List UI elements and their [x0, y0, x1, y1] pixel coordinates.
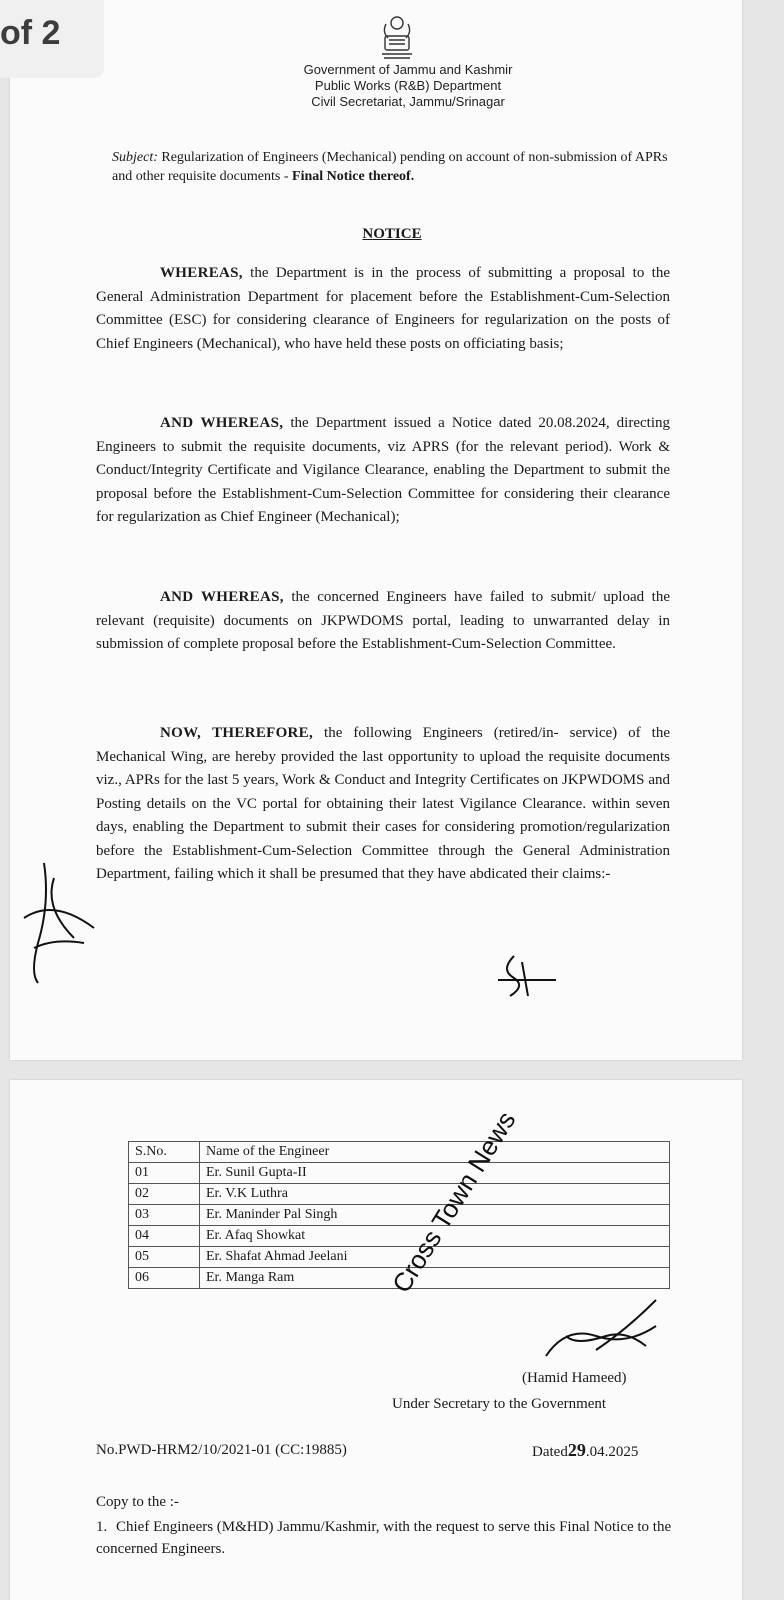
- table-cell-name: Er. Sunil Gupta-II: [200, 1163, 670, 1184]
- paragraph-lead: AND WHEREAS,: [160, 415, 284, 431]
- table-row: [129, 1184, 670, 1205]
- copy-item-text: Chief Engineers (M&HD) Jammu/Kashmir, with the request to serve this Final Notice to the concerned Engineers.: [96, 1519, 672, 1557]
- paragraph-and-whereas-1: [96, 412, 670, 530]
- table-header-row: [129, 1142, 670, 1163]
- header-line-2: Public Works (R&B) Department: [314, 78, 502, 93]
- table-header-name: Name of the Engineer: [200, 1142, 670, 1163]
- table-row: [129, 1205, 670, 1226]
- table-cell-sno: 03: [129, 1205, 200, 1226]
- copy-item-number: 1.: [96, 1519, 108, 1535]
- signatory-signature-icon: [536, 1296, 666, 1376]
- watermark-text: Cross Town News: [386, 1105, 522, 1298]
- paragraph-text: the Department is in the process of submitting a proposal to the General Administration Department for placement before the Establishment-Cum-Selection Committee (ESC) for considering clearance of Engineers for regularization on the posts of Chief Engineers (Mechanical), who have held these posts on officiating basis;: [96, 265, 670, 352]
- paragraph-and-whereas-2: [96, 586, 670, 657]
- header-line-1: Government of Jammu and Kashmir: [303, 62, 513, 77]
- paragraph-now-therefore: [96, 722, 670, 887]
- reference-date: [532, 1440, 638, 1461]
- date-rest: .04.2025: [585, 1444, 639, 1460]
- table-header-sno: S.No.: [129, 1142, 200, 1163]
- table-cell-sno: 01: [129, 1163, 200, 1184]
- table-cell-sno: 04: [129, 1226, 200, 1247]
- table-cell-name: Er. Maninder Pal Singh: [200, 1205, 670, 1226]
- page-indicator-badge: [0, 0, 104, 78]
- paragraph-lead: WHEREAS,: [160, 265, 243, 281]
- subject-block: [112, 148, 682, 186]
- table-cell-name: Er. Manga Ram: [200, 1268, 670, 1289]
- paragraph-lead: AND WHEREAS,: [160, 589, 284, 605]
- date-label: Dated: [532, 1444, 568, 1460]
- subject-emphasis: Final Notice thereof.: [292, 169, 415, 184]
- header-line-3: Civil Secretariat, Jammu/Srinagar: [311, 94, 505, 109]
- paragraph-text: the Department issued a Notice dated 20.08.2024, directing Engineers to submit the requisite documents, viz APRS (for the relevant period). Work & Conduct/Integrity Certificate and Vigilance Clearance, enabling the Department to submit the proposal before the Establishment-Cum-Selection Committee for considering their clearance for regularization as Chief Engineer (Mechanical);: [96, 415, 670, 525]
- table-cell-name: Er. Shafat Ahmad Jeelani: [200, 1247, 670, 1268]
- table-cell-sno: 02: [129, 1184, 200, 1205]
- table-row: [129, 1226, 670, 1247]
- table-row: [129, 1163, 670, 1184]
- page-indicator: of 2: [0, 14, 61, 52]
- table-cell-name: Er. V.K Luthra: [200, 1184, 670, 1205]
- copy-to-item: [96, 1516, 686, 1560]
- subject-text: Regularization of Engineers (Mechanical) pending on account of non-submission of APRs and other requisite documents -: [112, 150, 668, 184]
- paragraph-whereas: [96, 262, 670, 356]
- table-cell-sno: 06: [129, 1268, 200, 1289]
- paragraph-text: the concerned Engineers have failed to submit/ upload the relevant (requisite) documents on JKPWDOMS portal, leading to unwarranted delay in submission of complete proposal before the Establishment-Cum-Selection Committee.: [96, 589, 671, 652]
- paragraph-lead: NOW, THEREFORE,: [160, 725, 314, 741]
- table-cell-sno: 05: [129, 1247, 200, 1268]
- margin-signature-icon: [14, 858, 104, 988]
- initial-signature-icon: [492, 952, 562, 1002]
- notice-title: NOTICE: [362, 226, 422, 242]
- signatory-designation: Under Secretary to the Government: [392, 1396, 607, 1412]
- paragraph-text: the following Engineers (retired/in- service) of the Mechanical Wing, are hereby provided the last opportunity to upload the requisite documents viz., APRs for the last 5 years, Work & Conduct and Integrity Certificates on JKPWDOMS and Posting details on the VC portal for obtaining their latest Vigilance Clearance. within seven days, enabling the Department to submit their cases for considering promotion/regularization before the Establishment-Cum-Selection Committee through the General Administration Department, failing which it shall be presumed that they have abdicated their claims:-: [96, 725, 670, 882]
- subject-label: Subject:: [112, 150, 158, 165]
- reference-number: No.PWD-HRM2/10/2021-01 (CC:19885): [96, 1442, 347, 1458]
- signatory-name: (Hamid Hameed): [522, 1370, 627, 1386]
- copy-to-heading: Copy to the :-: [96, 1494, 179, 1510]
- state-emblem-icon: [372, 14, 422, 62]
- date-day: 29: [567, 1440, 586, 1460]
- table-cell-name: Er. Afaq Showkat: [200, 1226, 670, 1247]
